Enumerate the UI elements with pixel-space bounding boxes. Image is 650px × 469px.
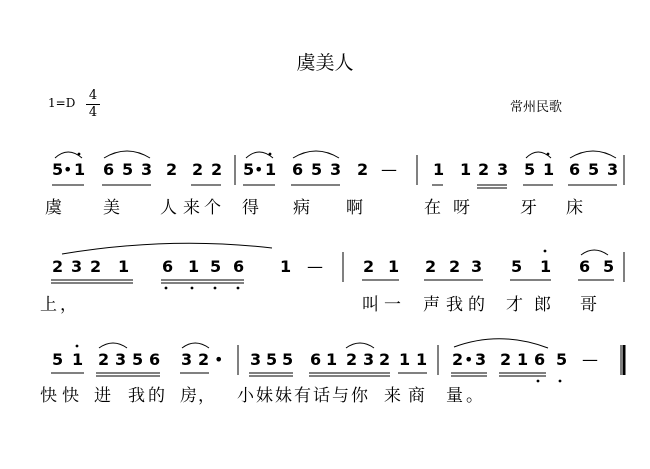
composer-label: 常州民歌 — [510, 100, 563, 115]
note: 3 — [475, 350, 487, 369]
octave-dot — [191, 287, 194, 290]
note: 2 — [90, 257, 102, 276]
note: 3 — [181, 350, 193, 369]
lyric: 快 — [62, 386, 79, 406]
note: 1 — [188, 257, 200, 276]
note: 6 — [534, 350, 546, 369]
note: 3 — [115, 350, 127, 369]
note: 5 — [122, 160, 134, 179]
note: 1 — [543, 160, 555, 179]
lyric: 。 — [466, 386, 483, 406]
note: 6 — [292, 160, 304, 179]
note: 5 — [524, 160, 536, 179]
octave-dot — [537, 380, 540, 383]
lyric: 郎 — [534, 295, 551, 315]
slur — [293, 151, 339, 158]
note: 2 — [425, 257, 437, 276]
lyric: 我 — [446, 295, 463, 315]
lyric: 妹 — [275, 386, 292, 406]
note: 1 — [326, 350, 338, 369]
note: 5 — [556, 350, 568, 369]
dot-note: • — [214, 350, 224, 369]
note: 1 — [72, 350, 84, 369]
lyric: 量 — [446, 386, 463, 406]
slur — [570, 151, 616, 158]
note: 1 — [460, 160, 472, 179]
lyric: 妹 — [256, 386, 273, 406]
note: 2 — [198, 350, 210, 369]
dot-note: • — [254, 160, 264, 179]
octave-dot — [269, 153, 272, 156]
lyric: 来 — [384, 386, 401, 406]
lyric: 床 — [566, 198, 583, 218]
dash: — — [381, 160, 397, 179]
note: 2 — [363, 257, 375, 276]
note: 5 — [588, 160, 600, 179]
note: 3 — [71, 257, 83, 276]
slur — [581, 250, 608, 255]
note: 1 — [399, 350, 411, 369]
note: 1 — [517, 350, 529, 369]
slur — [99, 343, 127, 348]
note: 2 — [452, 350, 464, 369]
note: 2 — [346, 350, 358, 369]
note: 3 — [471, 257, 483, 276]
lyric: 牙 — [520, 198, 537, 218]
octave-dot — [214, 287, 217, 290]
note: 6 — [579, 257, 591, 276]
note: 5 — [52, 160, 64, 179]
lyric: 病 — [293, 198, 310, 218]
note: 5 — [210, 257, 222, 276]
note: 6 — [233, 257, 245, 276]
note: 1 — [265, 160, 277, 179]
time-signature — [86, 88, 100, 121]
lyric: 虞 — [45, 198, 62, 218]
note: 1 — [416, 350, 428, 369]
slur — [62, 243, 272, 254]
note: 6 — [162, 257, 174, 276]
lyric: 我 — [128, 386, 145, 406]
note: 3 — [497, 160, 509, 179]
note: 1 — [540, 257, 552, 276]
lyric: 美 — [103, 198, 120, 218]
octave-dot — [559, 380, 562, 383]
note: 2 — [449, 257, 461, 276]
lyric: 得 — [242, 198, 259, 218]
octave-dot — [78, 153, 81, 156]
note: 2 — [98, 350, 110, 369]
lyric: 有 — [294, 386, 311, 406]
note: 2 — [192, 160, 204, 179]
note: 2 — [211, 160, 223, 179]
note: 3 — [141, 160, 153, 179]
lyric: 你 — [351, 386, 368, 406]
octave-dot — [544, 250, 547, 253]
slur — [526, 152, 551, 158]
lyric: 个 — [204, 198, 221, 218]
lyric: 的 — [468, 295, 485, 315]
lyric: 快 — [40, 386, 57, 406]
slur — [104, 151, 150, 158]
lyric: 与 — [332, 386, 349, 406]
note: 2 — [478, 160, 490, 179]
meter-top: 4 — [88, 88, 98, 103]
note: 2 — [357, 160, 369, 179]
dash: — — [582, 350, 598, 369]
lyric: 话 — [313, 386, 330, 406]
dot-note: • — [63, 160, 73, 179]
song-title: 虞美人 — [296, 52, 354, 74]
note: 3 — [330, 160, 342, 179]
lyric: 在 — [424, 198, 441, 218]
slur — [246, 152, 273, 158]
lyric: 才 — [506, 295, 523, 315]
note: 3 — [607, 160, 619, 179]
note: 5 — [511, 257, 523, 276]
note: 5 — [243, 160, 255, 179]
lyric: 小 — [237, 386, 254, 406]
note: 5 — [266, 350, 278, 369]
dot-note: • — [464, 350, 474, 369]
lyric: 来 — [183, 198, 200, 218]
lyric: 叫 — [362, 295, 379, 315]
lyric: 的 — [148, 386, 165, 406]
octave-dot — [76, 345, 79, 348]
octave-dot — [237, 287, 240, 290]
lyric: 上 — [40, 295, 57, 315]
note: 1 — [280, 257, 292, 276]
note: 5 — [603, 257, 615, 276]
note: 6 — [103, 160, 115, 179]
key-signature: 1=D — [48, 96, 76, 110]
lyric: 啊 — [346, 198, 363, 218]
note: 1 — [433, 160, 445, 179]
note: 6 — [149, 350, 161, 369]
octave-dot — [165, 287, 168, 290]
note: 1 — [74, 160, 86, 179]
note: 1 — [118, 257, 130, 276]
meter-bottom: 4 — [86, 104, 100, 121]
dash: — — [307, 257, 323, 276]
lyric: ， — [198, 386, 215, 406]
lyric: ， — [60, 295, 77, 315]
lyric: 进 — [94, 386, 111, 406]
lyric: 商 — [408, 386, 425, 406]
slur — [182, 343, 209, 348]
note: 2 — [379, 350, 391, 369]
lyric: 人 — [160, 198, 177, 218]
note: 5 — [52, 350, 64, 369]
note: 2 — [52, 257, 64, 276]
octave-dot — [547, 153, 550, 156]
lyric: 声 — [423, 295, 440, 315]
lyric: 房 — [180, 386, 197, 406]
note: 3 — [363, 350, 375, 369]
note: 6 — [310, 350, 322, 369]
note: 2 — [166, 160, 178, 179]
slur — [454, 339, 548, 348]
lyric: 哥 — [580, 295, 597, 315]
note: 5 — [132, 350, 144, 369]
note: 5 — [282, 350, 294, 369]
slur — [55, 152, 82, 158]
lyric: 一 — [384, 295, 401, 315]
note: 2 — [500, 350, 512, 369]
note: 1 — [388, 257, 400, 276]
note: 6 — [569, 160, 581, 179]
note: 5 — [311, 160, 323, 179]
slur — [346, 343, 374, 348]
note: 3 — [250, 350, 262, 369]
lyric: 呀 — [453, 198, 470, 218]
